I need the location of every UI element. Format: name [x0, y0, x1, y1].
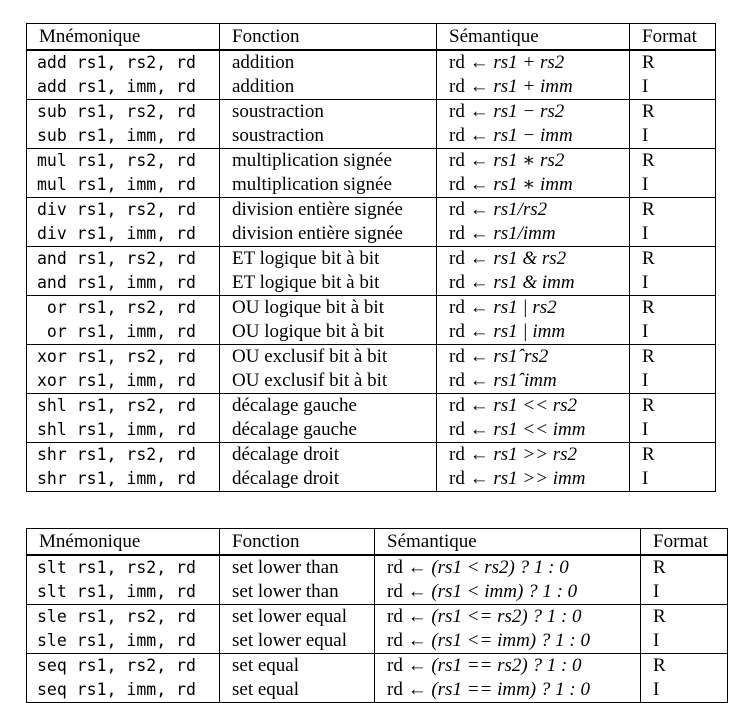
table-row: [27, 198, 716, 223]
cell-semantics: [437, 320, 630, 345]
cell-function: set lower than: [220, 580, 375, 605]
cell-semantics: [375, 629, 641, 654]
cell-semantics: [375, 580, 641, 605]
semantics-expression: rs1 & imm: [493, 272, 575, 293]
semantics-expression: rs1/rs2: [493, 199, 548, 220]
semantics-expression: rs1 ∗ imm: [493, 174, 573, 195]
instruction-table-comparison: [26, 528, 728, 703]
cell-mnemonic: sub rs1, rs2, rd: [27, 100, 220, 125]
cell-format: R: [630, 247, 716, 272]
cell-function: set lower equal: [220, 605, 375, 630]
semantics-expression: rs1 >> rs2: [493, 444, 578, 465]
table-row: [27, 369, 716, 394]
table-row: [27, 173, 716, 198]
cell-mnemonic: and rs1, imm, rd: [27, 271, 220, 296]
cell-mnemonic: add rs1, imm, rd: [27, 75, 220, 100]
cell-semantics: [437, 222, 630, 247]
cell-format: I: [642, 272, 649, 293]
cell-function: set lower than: [220, 555, 375, 580]
cell-mnemonic: sub rs1, imm, rd: [27, 124, 220, 149]
cell-function: OU exclusif bit à bit: [220, 345, 437, 370]
cell-semantics: [437, 149, 630, 174]
cell-function: multiplication signée: [220, 149, 437, 174]
table-row: [27, 394, 716, 419]
semantics-target: rd ←: [449, 395, 494, 416]
cell-mnemonic: or rs1, imm, rd: [27, 320, 220, 345]
semantics-target: rd ←: [387, 606, 432, 627]
semantics-target: rd ←: [449, 272, 494, 293]
semantics-target: rd ←: [449, 174, 494, 195]
cell-function: addition: [220, 75, 437, 100]
cell-function: ET logique bit à bit: [220, 247, 437, 272]
cell-mnemonic: or rs1, rs2, rd: [27, 296, 220, 321]
table-header-row: [27, 24, 716, 51]
cell-mnemonic: and rs1, rs2, rd: [27, 247, 220, 272]
cell-function: multiplication signée: [220, 173, 437, 198]
cell-function: décalage droit: [220, 467, 437, 492]
table-row: [27, 296, 716, 321]
semantics-expression: rs1 + rs2: [493, 52, 565, 73]
cell-function: set equal: [220, 678, 375, 703]
cell-format: I: [642, 419, 649, 440]
semantics-expression: (rs1 <= rs2) ? 1 : 0: [431, 606, 582, 627]
semantics-expression: rs1 >> imm: [493, 468, 586, 489]
cell-function: division entière signée: [220, 198, 437, 223]
table-row: [27, 654, 728, 679]
header-semantics: Sémantique: [375, 529, 641, 556]
semantics-expression: (rs1 < imm) ? 1 : 0: [431, 581, 578, 602]
cell-mnemonic: shr rs1, rs2, rd: [27, 443, 220, 468]
cell-mnemonic: div rs1, rs2, rd: [27, 198, 220, 223]
cell-format: I: [653, 630, 660, 651]
cell-function: décalage gauche: [220, 418, 437, 443]
cell-format: R: [630, 345, 716, 370]
cell-mnemonic: div rs1, imm, rd: [27, 222, 220, 247]
semantics-target: rd ←: [387, 630, 432, 651]
cell-function: OU logique bit à bit: [220, 320, 437, 345]
semantics-expression: rs1 ∗ rs2: [493, 150, 565, 171]
cell-mnemonic: add rs1, rs2, rd: [27, 50, 220, 75]
header-format: Format: [641, 529, 728, 556]
semantics-target: rd ←: [449, 199, 494, 220]
table-row: [27, 222, 716, 247]
semantics-expression: rs1 | rs2: [493, 297, 557, 318]
semantics-expression: rs1 − imm: [493, 125, 573, 146]
semantics-expression: (rs1 == rs2) ? 1 : 0: [431, 655, 582, 676]
cell-semantics: [437, 271, 630, 296]
cell-mnemonic: seq rs1, rs2, rd: [27, 654, 220, 679]
semantics-expression: rs1 + imm: [493, 76, 573, 97]
header-mnemonic: Mnémonique: [27, 24, 220, 51]
cell-format: R: [630, 394, 716, 419]
cell-semantics: [437, 247, 630, 272]
header-semantics: Sémantique: [437, 24, 630, 51]
cell-semantics: [375, 678, 641, 703]
cell-semantics: [437, 443, 630, 468]
cell-format: I: [642, 321, 649, 342]
semantics-target: rd ←: [449, 444, 494, 465]
cell-semantics: [437, 50, 630, 75]
semantics-target: rd ←: [449, 346, 494, 367]
cell-semantics: [437, 75, 630, 100]
table-row: [27, 149, 716, 174]
cell-mnemonic: slt rs1, rs2, rd: [27, 555, 220, 580]
cell-format: R: [641, 654, 728, 679]
semantics-expression: rs1ˆimm: [493, 370, 557, 391]
cell-format: R: [641, 605, 728, 630]
cell-mnemonic: xor rs1, rs2, rd: [27, 345, 220, 370]
cell-mnemonic: seq rs1, imm, rd: [27, 678, 220, 703]
cell-semantics: [437, 345, 630, 370]
table-row: [27, 100, 716, 125]
table-row: [27, 629, 728, 654]
table-row: [27, 678, 728, 703]
cell-semantics: [375, 605, 641, 630]
cell-semantics: [375, 555, 641, 580]
cell-function: division entière signée: [220, 222, 437, 247]
cell-function: set lower equal: [220, 629, 375, 654]
cell-semantics: [437, 100, 630, 125]
cell-semantics: [437, 467, 630, 492]
cell-format: I: [642, 76, 649, 97]
cell-function: soustraction: [220, 100, 437, 125]
cell-format: R: [630, 100, 716, 125]
cell-format: I: [642, 174, 649, 195]
cell-function: addition: [220, 50, 437, 75]
semantics-expression: rs1 << rs2: [493, 395, 578, 416]
cell-function: ET logique bit à bit: [220, 271, 437, 296]
semantics-expression: rs1 << imm: [493, 419, 586, 440]
semantics-target: rd ←: [449, 321, 494, 342]
semantics-target: rd ←: [387, 557, 432, 578]
table-row: [27, 75, 716, 100]
table-row: [27, 467, 716, 492]
cell-mnemonic: sle rs1, imm, rd: [27, 629, 220, 654]
cell-semantics: [437, 394, 630, 419]
semantics-expression: rs1 & rs2: [493, 248, 567, 269]
semantics-target: rd ←: [449, 248, 494, 269]
cell-semantics: [437, 173, 630, 198]
cell-function: décalage droit: [220, 443, 437, 468]
cell-mnemonic: mul rs1, imm, rd: [27, 173, 220, 198]
cell-format: R: [630, 443, 716, 468]
header-function: Fonction: [220, 24, 437, 51]
cell-semantics: [437, 296, 630, 321]
semantics-target: rd ←: [449, 150, 494, 171]
cell-function: soustraction: [220, 124, 437, 149]
header-format: Format: [630, 24, 716, 51]
semantics-target: rd ←: [449, 223, 494, 244]
cell-format: R: [630, 149, 716, 174]
header-mnemonic: Mnémonique: [27, 529, 220, 556]
cell-format: I: [642, 125, 649, 146]
table-row: [27, 50, 716, 75]
table-row: [27, 320, 716, 345]
semantics-expression: rs1/imm: [493, 223, 556, 244]
cell-mnemonic: shl rs1, rs2, rd: [27, 394, 220, 419]
table-body: [27, 555, 728, 703]
cell-format: R: [630, 198, 716, 223]
cell-format: I: [642, 370, 649, 391]
cell-semantics: [437, 124, 630, 149]
cell-format: R: [642, 52, 655, 73]
cell-mnemonic: xor rs1, imm, rd: [27, 369, 220, 394]
semantics-expression: (rs1 < rs2) ? 1 : 0: [431, 557, 569, 578]
semantics-target: rd ←: [387, 679, 432, 700]
cell-function: set equal: [220, 654, 375, 679]
cell-semantics: [375, 654, 641, 679]
semantics-target: rd ←: [449, 370, 494, 391]
semantics-target: rd ←: [449, 101, 494, 122]
cell-format: I: [642, 468, 649, 489]
semantics-target: rd ←: [387, 655, 432, 676]
semantics-expression: (rs1 <= imm) ? 1 : 0: [431, 630, 590, 651]
cell-mnemonic: slt rs1, imm, rd: [27, 580, 220, 605]
cell-mnemonic: shl rs1, imm, rd: [27, 418, 220, 443]
table-header-row: [27, 529, 728, 556]
cell-semantics: [437, 198, 630, 223]
instruction-table-arithmetic: [26, 23, 716, 492]
semantics-target: rd ←: [449, 419, 494, 440]
semantics-target: rd ←: [449, 125, 494, 146]
table-row: [27, 418, 716, 443]
table-row: [27, 124, 716, 149]
table-row: [27, 605, 728, 630]
cell-format: I: [653, 679, 660, 700]
table-row: [27, 247, 716, 272]
semantics-target: rd ←: [449, 297, 494, 318]
semantics-target: rd ←: [387, 581, 432, 602]
cell-semantics: [437, 418, 630, 443]
cell-format: I: [642, 223, 649, 244]
cell-function: décalage gauche: [220, 394, 437, 419]
cell-mnemonic: mul rs1, rs2, rd: [27, 149, 220, 174]
cell-format: R: [653, 557, 666, 578]
cell-function: OU exclusif bit à bit: [220, 369, 437, 394]
cell-format: R: [630, 296, 716, 321]
cell-semantics: [437, 369, 630, 394]
cell-mnemonic: sle rs1, rs2, rd: [27, 605, 220, 630]
semantics-target: rd ←: [449, 468, 494, 489]
semantics-expression: rs1ˆrs2: [493, 346, 549, 367]
table-row: [27, 443, 716, 468]
semantics-expression: rs1 − rs2: [493, 101, 565, 122]
cell-format: I: [653, 581, 660, 602]
table-row: [27, 580, 728, 605]
cell-function: OU logique bit à bit: [220, 296, 437, 321]
cell-mnemonic: shr rs1, imm, rd: [27, 467, 220, 492]
semantics-expression: rs1 | imm: [493, 321, 566, 342]
header-function: Fonction: [220, 529, 375, 556]
table-body: [27, 50, 716, 492]
table-row: [27, 345, 716, 370]
semantics-target: rd ←: [449, 52, 494, 73]
semantics-target: rd ←: [449, 76, 494, 97]
semantics-expression: (rs1 == imm) ? 1 : 0: [431, 679, 590, 700]
table-row: [27, 555, 728, 580]
table-row: [27, 271, 716, 296]
